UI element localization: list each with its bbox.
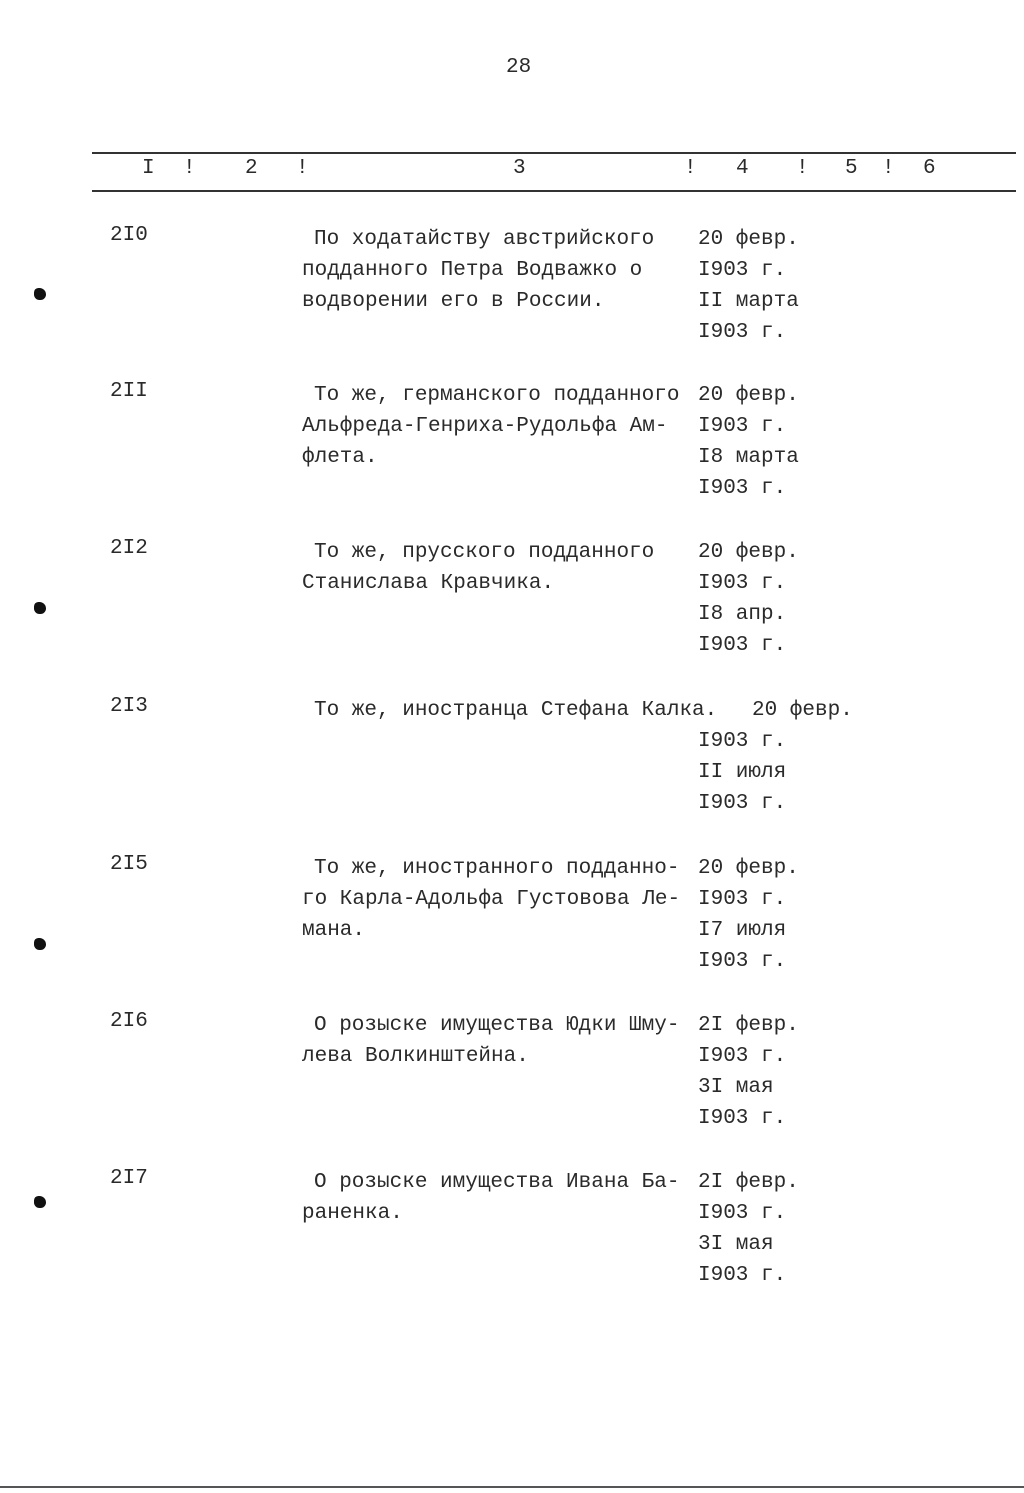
date-line: 20 февр. (698, 857, 799, 880)
date-line: I903 г. (698, 1045, 787, 1068)
description-line: Станислава Кравчика. (302, 572, 555, 595)
entry-description (302, 380, 679, 473)
description-line: флета. (302, 446, 378, 469)
entry-number: 2I5 (110, 853, 148, 876)
entry-description (302, 695, 717, 726)
entry-dates (698, 380, 799, 504)
table-row (0, 380, 1024, 530)
page-number: 28 (506, 56, 532, 79)
punch-mark (34, 1196, 46, 1208)
header-separator: ! (882, 157, 895, 180)
table-header-rule (92, 190, 1016, 192)
date-line: I903 г. (698, 950, 787, 973)
date-line: I903 г. (698, 730, 787, 753)
date-line: I903 г. (698, 1107, 787, 1130)
entry-number: 2I0 (110, 224, 148, 247)
date-line: II марта (698, 290, 799, 313)
date-line: 3I мая (698, 1233, 774, 1256)
table-header (0, 157, 1024, 185)
date-line: I7 июля (698, 919, 787, 942)
date-line: I8 апр. (698, 603, 787, 626)
description-line: подданного Петра Водважко о (302, 259, 643, 282)
header-separator: ! (183, 157, 196, 180)
table-row (0, 224, 1024, 374)
date-line: I903 г. (698, 792, 787, 815)
bottom-edge (0, 1486, 1024, 1488)
entry-dates (698, 537, 799, 661)
description-line: раненка. (302, 1202, 403, 1225)
header-col-4: 4 (736, 157, 749, 180)
description-line: О розыске имущества Юдки Шму- (314, 1014, 680, 1037)
punch-mark (34, 288, 46, 300)
table-row (0, 1167, 1024, 1317)
date-line: 2I февр. (698, 1171, 799, 1194)
description-line: водворении его в России. (302, 290, 605, 313)
header-separator: ! (796, 157, 809, 180)
date-line: I903 г. (698, 477, 787, 500)
table-row (0, 1010, 1024, 1160)
description-line: То же, иностранца Стефана Калка. (314, 699, 718, 722)
punch-mark (34, 602, 46, 614)
entry-number: 2II (110, 380, 148, 403)
entry-dates (698, 1010, 799, 1134)
description-line: О розыске имущества Ивана Ба- (314, 1171, 680, 1194)
date-line: II июля (698, 761, 787, 784)
date-line: 20 февр. (698, 384, 799, 407)
table-row (0, 853, 1024, 1003)
date-line: I903 г. (698, 415, 787, 438)
date-line: I903 г. (698, 572, 787, 595)
entry-description (302, 853, 680, 946)
date-line: 3I мая (698, 1076, 774, 1099)
table-top-rule (92, 152, 1016, 154)
entry-description (302, 224, 654, 317)
punch-mark (34, 938, 46, 950)
entry-number: 2I6 (110, 1010, 148, 1033)
header-col-1: I (142, 157, 155, 180)
description-line: То же, германского подданного (314, 384, 680, 407)
header-separator: ! (296, 157, 309, 180)
header-col-6: 6 (923, 157, 936, 180)
entry-dates (698, 1167, 799, 1291)
date-line: 20 февр. (752, 699, 853, 722)
entry-description (302, 1010, 679, 1072)
entry-dates (698, 224, 799, 348)
date-line: I8 марта (698, 446, 799, 469)
date-line: I903 г. (698, 1264, 787, 1287)
entry-number: 2I2 (110, 537, 148, 560)
header-separator: ! (684, 157, 697, 180)
description-line: лева Волкинштейна. (302, 1045, 529, 1068)
entry-number: 2I3 (110, 695, 148, 718)
entry-description (302, 537, 654, 599)
description-line: Альфреда-Генриха-Рудольфа Ам- (302, 415, 668, 438)
entry-description (302, 1167, 679, 1229)
description-line: мана. (302, 919, 366, 942)
header-col-3: 3 (513, 157, 526, 180)
date-line: 20 февр. (698, 541, 799, 564)
description-line: То же, иностранного подданно- (314, 857, 680, 880)
date-line: I903 г. (698, 1202, 787, 1225)
date-line: I903 г. (698, 321, 787, 344)
description-line: го Карла-Адольфа Густовова Ле- (302, 888, 681, 911)
description-line: То же, прусского подданного (314, 541, 655, 564)
date-line: 2I февр. (698, 1014, 799, 1037)
date-line: I903 г. (698, 259, 787, 282)
table-row (0, 695, 1024, 845)
entry-number: 2I7 (110, 1167, 148, 1190)
header-col-2: 2 (245, 157, 258, 180)
date-line: 20 февр. (698, 228, 799, 251)
entry-dates (698, 695, 853, 819)
table-row (0, 537, 1024, 687)
date-line: I903 г. (698, 888, 787, 911)
date-line: I903 г. (698, 634, 787, 657)
header-col-5: 5 (845, 157, 858, 180)
description-line: По ходатайству австрийского (314, 228, 655, 251)
entry-dates (698, 853, 799, 977)
